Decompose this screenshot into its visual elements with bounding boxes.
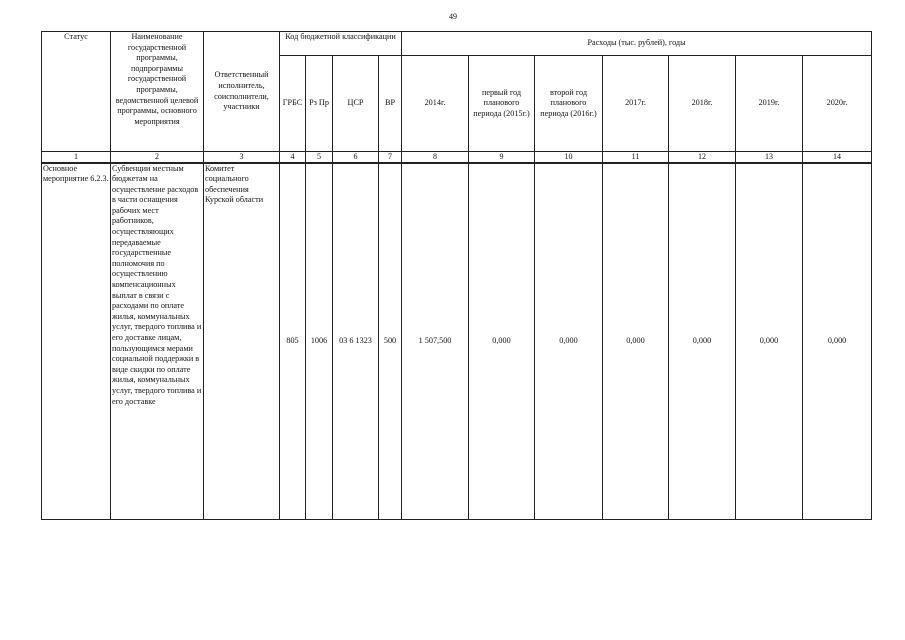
column-number: 4 — [280, 152, 306, 163]
header-2014: 2014г. — [402, 56, 469, 152]
row-2018: 0,000 — [669, 163, 736, 520]
header-2015: первый год планового периода (2015г.) — [469, 56, 535, 152]
budget-table — [41, 31, 872, 520]
row-2017: 0,000 — [603, 163, 669, 520]
header-row-1 — [42, 32, 872, 56]
header-2016: второй год планового периода (2016г.) — [535, 56, 603, 152]
header-csr: ЦСР — [333, 56, 379, 152]
row-status: Основное мероприятие 6.2.3. — [42, 163, 111, 520]
header-rzpr: Рз Пр — [306, 56, 333, 152]
row-rzpr: 1006 — [306, 163, 333, 520]
column-number: 3 — [204, 152, 280, 163]
header-status: Статус — [42, 32, 111, 152]
header-2019: 2019г. — [736, 56, 803, 152]
column-number: 8 — [402, 152, 469, 163]
row-executor: Комитет социального обеспечения Курской области — [204, 163, 280, 520]
column-number: 13 — [736, 152, 803, 163]
column-number: 12 — [669, 152, 736, 163]
header-executor: Ответственный исполнитель, соисполнители, участники — [204, 32, 280, 152]
column-number: 6 — [333, 152, 379, 163]
column-number: 2 — [111, 152, 204, 163]
header-expenses: Расходы (тыс. рублей), годы — [402, 32, 872, 56]
page-number: 49 — [449, 12, 457, 21]
header-2020: 2020г. — [803, 56, 872, 152]
row-2019: 0,000 — [736, 163, 803, 520]
column-number: 5 — [306, 152, 333, 163]
column-number-row — [42, 152, 872, 163]
column-number: 10 — [535, 152, 603, 163]
header-budget-code: Код бюджетной классификации — [280, 32, 402, 56]
column-number: 9 — [469, 152, 535, 163]
row-vr: 500 — [379, 163, 402, 520]
row-2016: 0,000 — [535, 163, 603, 520]
row-name: Субвенции местным бюджетам на осуществление расходов в части оснащения рабочих мест работников, осуществляющих передаваемые государственные полномочия по осуществлению компенсационных выплат в связи с расходами по оплате жилья, коммунальных услуг, твердого топлива и его доставке лицам, пользующимся мерами социальной поддержки в виде скидки по оплате жилья, коммунальных услуг, твердого топлива и его доставке — [111, 163, 204, 520]
column-number: 1 — [42, 152, 111, 163]
table-row — [42, 163, 872, 520]
header-2017: 2017г. — [603, 56, 669, 152]
row-csr: 03 6 1323 — [333, 163, 379, 520]
header-grbs: ГРБС — [280, 56, 306, 152]
row-2015: 0,000 — [469, 163, 535, 520]
header-vr: ВР — [379, 56, 402, 152]
row-2020: 0,000 — [803, 163, 872, 520]
column-number: 7 — [379, 152, 402, 163]
column-number: 11 — [603, 152, 669, 163]
column-number: 14 — [803, 152, 872, 163]
header-2018: 2018г. — [669, 56, 736, 152]
row-2014: 1 507,500 — [402, 163, 469, 520]
header-name: Наименование государственной программы, подпрограммы государственной программы, ведомственной целевой программы, основного мероприятия — [111, 32, 204, 152]
row-grbs: 805 — [280, 163, 306, 520]
